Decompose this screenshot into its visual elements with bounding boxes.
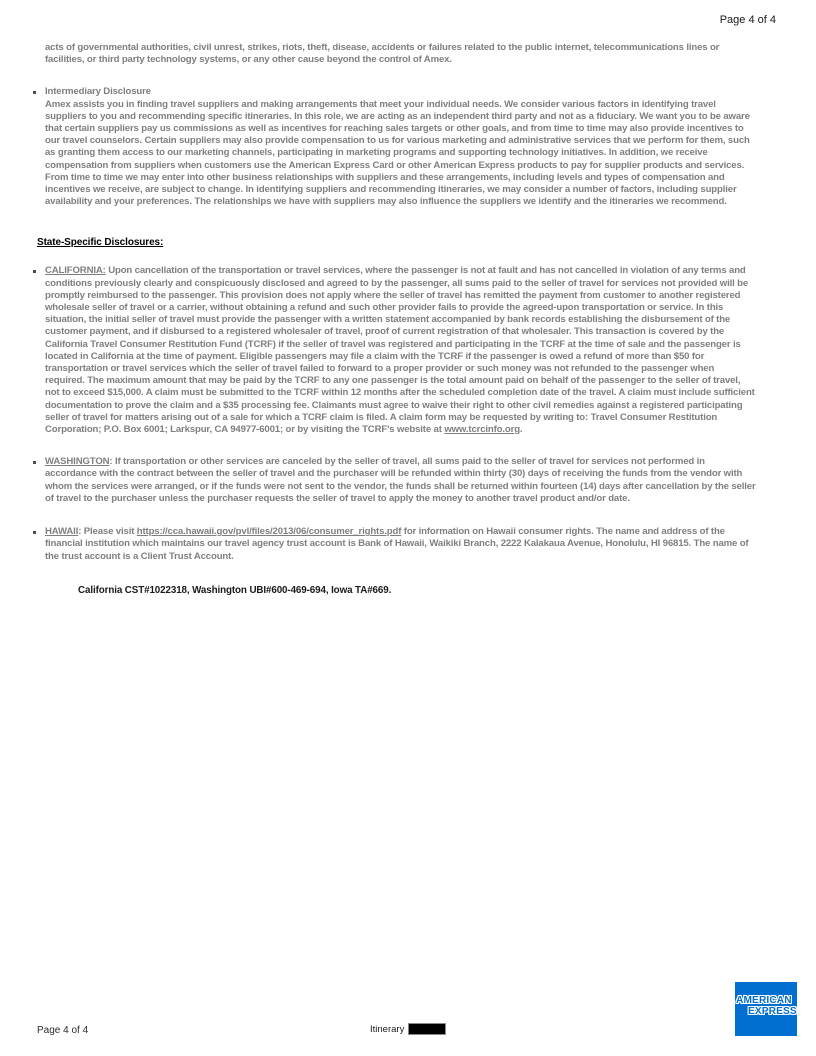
footer-page-number: Page 4 of 4 xyxy=(37,1025,89,1036)
intermediary-disclosure-title: Intermediary Disclosure xyxy=(45,86,151,98)
hawaii-prefix: : Please visit xyxy=(78,526,137,538)
washington-label: WASHINGTON xyxy=(45,456,110,468)
california-disclosure-paragraph xyxy=(45,265,756,436)
washington-disclosure-paragraph xyxy=(45,456,756,505)
california-disclosure-item xyxy=(45,265,756,436)
hawaii-consumer-rights-link[interactable]: https://cca.hawaii.gov/pvl/files/2013/06/consumer_rights.pdf xyxy=(136,526,402,538)
washington-disclosure-item xyxy=(45,456,756,505)
american-express-logo xyxy=(735,982,797,1036)
document-content xyxy=(37,42,756,596)
bullet-icon xyxy=(33,531,36,534)
amex-logo-line2: EXPRESS xyxy=(748,1006,797,1017)
hawaii-suffix: for information on Hawaii consumer rights. The name and address of the financial institution which maintains our travel agency trust account is Bank of Hawaii, Waikiki Branch, 2222 Kalakaua Avenue, Honolulu, HI 96815. The name of the trust account is a Client Trust Account. xyxy=(45,526,749,562)
intermediary-disclosure-item xyxy=(45,86,756,208)
state-registration-numbers: California CST#1022318, Washington UBI#600-469-694, Iowa TA#669. xyxy=(78,584,392,596)
force-majeure-continuation-paragraph: acts of governmental authorities, civil unrest, strikes, riots, theft, disease, accidents or failures related to the public internet, telecommunications lines or facilities, or third party technology systems, or any other cause beyond the control of Amex. xyxy=(45,42,720,66)
bullet-icon xyxy=(33,461,36,464)
header-page-number: Page 4 of 4 xyxy=(719,14,776,26)
intermediary-disclosure-body: Amex assists you in finding travel suppliers and making arrangements that meet your individual needs. We consider various factors in identifying travel suppliers to you and recommending specific itineraries. In this role, we are acting as an independent third party and not as a fiduciary. We want you to be aware that certain suppliers pay us commissions as well as incentives for reaching sales targets or other goals, and from time to time may also provide incentives to our travel counselors. Certain suppliers may also provide compensation to us for various marketing and administrative services that we perform for them, such as granting them access to our marketing channels, participating in marketing programs and supporting technology initiatives. In addition, we receive compensation from suppliers when customers use the American Express Card or other American Express products to pay for supplier products and services. From time to time we may enter into other business relationships with suppliers and these arrangements, including levels and types of compensation and incentives we receive, are subject to change. In identifying suppliers and recommending itineraries, we may consider a number of factors, including supplier availability and your preferences. The relationships we have with suppliers may also influence the suppliers we identify and the itineraries we recommend. xyxy=(45,98,750,208)
bullet-icon xyxy=(33,270,36,273)
california-suffix: . xyxy=(519,424,523,436)
hawaii-label: HAWAII xyxy=(45,526,79,538)
state-specific-disclosures-heading: State-Specific Disclosures: xyxy=(37,237,164,249)
hawaii-disclosure-paragraph xyxy=(45,526,756,563)
itinerary-label: Itinerary xyxy=(370,1023,405,1035)
footer-itinerary xyxy=(370,1023,446,1035)
california-label: CALIFORNIA: xyxy=(45,265,106,277)
itinerary-number-redaction xyxy=(408,1023,446,1035)
hawaii-disclosure-item xyxy=(45,526,756,563)
california-body: Upon cancellation of the transportation or travel services, where the passenger is not at fault and has not cancelled in violation of any terms and conditions previously clearly and conspicuously disclosed and agreed to by the passenger, all sums paid to the seller of travel for services not provided will be promptly reimbursed to the passenger. This provision does not apply where the seller of travel has remitted the payment from customer to another registered wholesale seller of travel or a carrier, without obtaining a refund and such other provider fails to provide the agreed-upon transportation or service. In this situation, the initial seller of travel must provide the passenger with a written statement accompanied by bank records establishing the disbursement of the customer payment, and if disbursed to a registered wholesaler of travel, proof of current registration of that wholesaler. This transaction is covered by the California Travel Consumer Restitution Fund (TCRF) if the seller of travel was registered and participating in the TCRF at the time of sale and the passenger is located in California at the time of payment. Eligible passengers may file a claim with the TCRF if the passenger is owed a refund of more than $50 for transportation or travel services which the seller of travel failed to forward to a proper provider or such money was not refunded to the passenger when required. The maximum amount that may be paid by the TCRF to any one passenger is the total amount paid on behalf of the passenger to the seller of travel, not to exceed $15,000. A claim must be submitted to the TCRF within 12 months after the scheduled completion date of the travel. A claim must include sufficient documentation to prove the claim and a $35 processing fee. Claimants must agree to waive their right to other civil remedies against a registered participating seller of travel for matters arising out of a sale for which a TCRF claim is filed. A claim form may be requested by writing to: Travel Consumer Restitution Corporation; P.O. Box 6001; Larkspur, CA 94977-6001; or by visiting the TCRF's website at xyxy=(45,265,755,436)
tcrcinfo-link[interactable]: www.tcrcinfo.org xyxy=(444,424,520,436)
washington-body: : If transportation or other services are canceled by the seller of travel, all sums paid to the seller of travel for services not performed in accordance with the contract between the seller of travel and the purchaser will be refunded within thirty (30) days of receiving the funds from the vendor with whom the services were arranged, or if the funds were not sent to the vendor, the funds shall be returned within fourteen (14) days after cancellation by the seller of travel to the purchaser unless the purchaser requests the seller of travel to apply the money to another travel product and/or date. xyxy=(45,456,756,504)
bullet-icon xyxy=(33,91,36,94)
amex-logo-line1: AMERICAN xyxy=(736,995,792,1006)
